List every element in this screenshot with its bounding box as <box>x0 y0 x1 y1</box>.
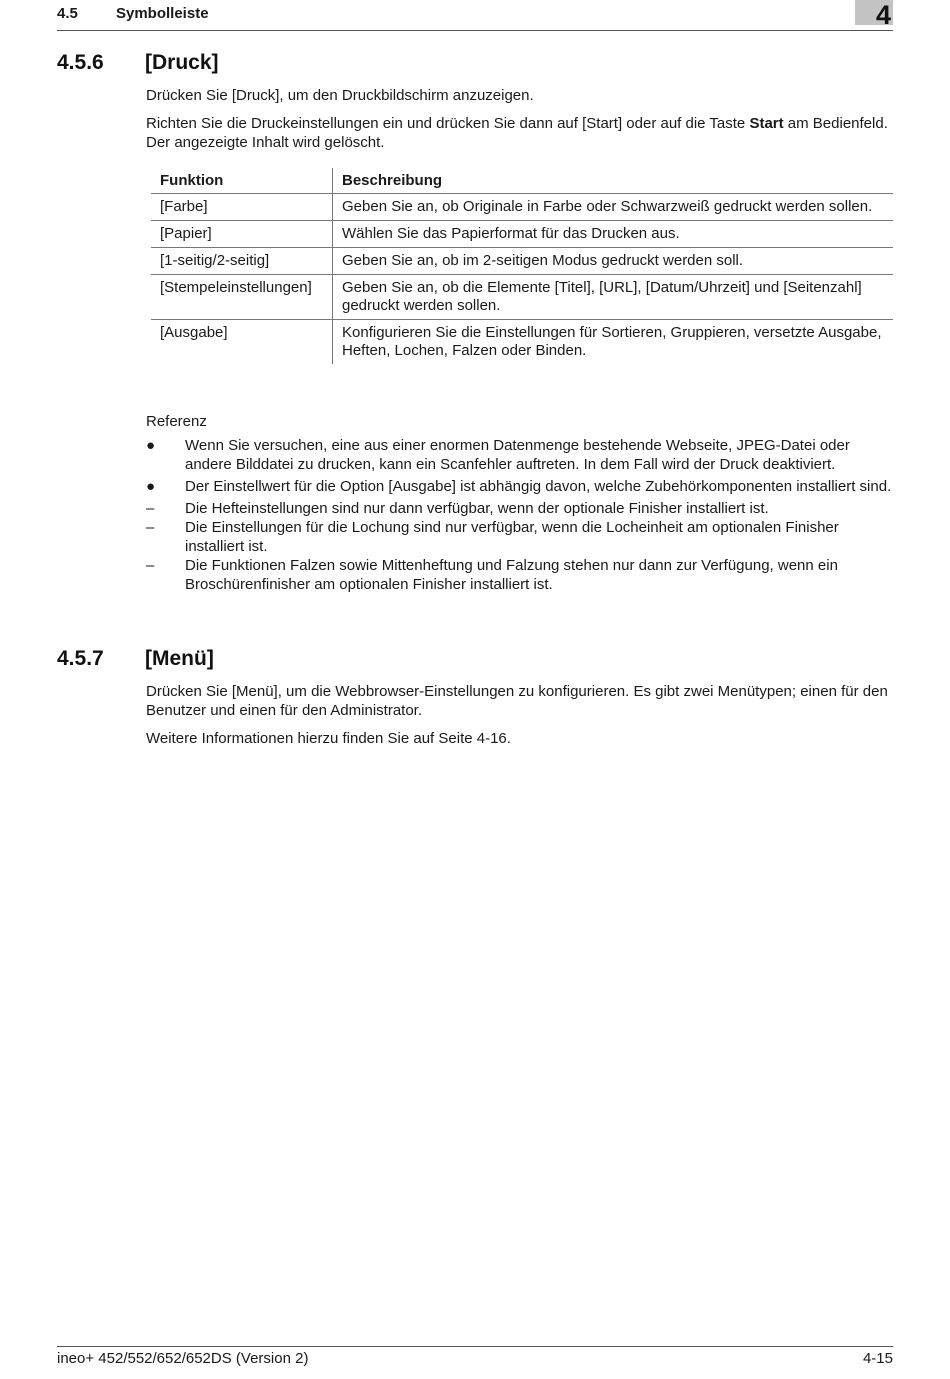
column-header-function: Funktion <box>151 168 333 194</box>
function-cell: [1-seitig/2-seitig] <box>151 248 333 275</box>
list-item-text: Die Hefteinstellungen sind nur dann verfügbar, wenn der optionale Finisher installiert ist. <box>185 500 769 517</box>
column-header-description: Beschreibung <box>333 168 894 194</box>
list-item-text: Die Funktionen Falzen sowie Mittenheftung und Falzung stehen nur dann zur Verfügung, wenn ein Broschürenfinisher am optionalen Finisher installiert ist. <box>185 557 838 593</box>
bullet-icon: ● <box>146 437 156 454</box>
section-title: [Menü] <box>145 647 214 670</box>
reference-list <box>146 436 894 594</box>
menu-reference-paragraph: Weitere Informationen hierzu finden Sie auf Seite 4-16. <box>146 730 511 747</box>
page-number: 4-15 <box>862 1350 893 1367</box>
chapter-number: 4 <box>875 0 891 30</box>
description-cell: Geben Sie an, ob Originale in Farbe oder Schwarzweiß gedruckt werden sollen. <box>333 194 894 221</box>
header-section-number: 4.5 <box>57 5 78 22</box>
description-cell: Wählen Sie das Papierformat für das Drucken aus. <box>333 221 894 248</box>
list-item <box>146 436 894 474</box>
start-key-label: Start <box>749 115 784 132</box>
header-section-title: Symbolleiste <box>116 5 209 22</box>
druck-intro-paragraph: Drücken Sie [Druck], um den Druckbildschirm anzuzeigen. <box>146 87 534 104</box>
section-number: 4.5.7 <box>57 647 104 670</box>
table-row <box>151 320 893 365</box>
list-item <box>146 499 894 518</box>
druck-settings-paragraph <box>146 114 894 152</box>
table-row <box>151 194 893 221</box>
description-cell: Geben Sie an, ob im 2-seitigen Modus gedruckt werden soll. <box>333 248 894 275</box>
page-header <box>57 0 893 31</box>
dash-icon: – <box>146 519 155 536</box>
description-cell: Konfigurieren Sie die Einstellungen für Sortieren, Gruppieren, versetzte Ausgabe, Heften, Lochen, Falzen oder Binden. <box>342 324 882 359</box>
dash-icon: – <box>146 557 155 574</box>
page-footer <box>57 1346 893 1367</box>
list-item <box>146 518 894 556</box>
list-item-text: Die Einstellungen für die Lochung sind nur verfügbar, wenn die Locheinheit am optionalen Finisher installiert ist. <box>185 519 839 555</box>
dash-icon: – <box>146 500 155 517</box>
section-title: [Druck] <box>145 51 219 74</box>
table-row <box>151 275 893 320</box>
table-row <box>151 248 893 275</box>
function-cell: [Papier] <box>151 221 333 248</box>
function-table <box>151 168 893 364</box>
description-cell: Geben Sie an, ob die Elemente [Titel], [URL], [Datum/Uhrzeit] und [Seitenzahl] gedruckt werden sollen. <box>333 275 894 320</box>
section-heading-druck <box>57 51 219 75</box>
paragraph-text: Richten Sie die Druckeinstellungen ein und drücken Sie dann auf [Start] oder auf die Taste <box>146 115 750 132</box>
list-item-text: Wenn Sie versuchen, eine aus einer enormen Datenmenge bestehende Webseite, JPEG-Datei oder andere Bilddatei zu drucken, kann ein Scanfehler auftreten. In dem Fall wird der Druck deaktiviert. <box>185 437 850 473</box>
list-item-text: Der Einstellwert für die Option [Ausgabe] ist abhängig davon, welche Zubehörkomponenten installiert sind. <box>185 478 892 495</box>
bullet-icon: ● <box>146 478 156 495</box>
function-cell: [Stempeleinstellungen] <box>151 275 333 320</box>
table-header-row <box>151 168 893 194</box>
menu-intro-paragraph: Drücken Sie [Menü], um die Webbrowser-Einstellungen zu konfigurieren. Es gibt zwei Menütypen; einen für den Benutzer und einen für den Administrator. <box>146 683 888 719</box>
list-item <box>146 477 894 496</box>
reference-label: Referenz <box>146 413 207 430</box>
list-item <box>146 556 894 594</box>
table-row <box>151 221 893 248</box>
section-heading-menu <box>57 647 214 671</box>
function-cell: [Farbe] <box>151 194 333 221</box>
section-number: 4.5.6 <box>57 51 104 74</box>
paragraph-text: am Bedienfeld. Der angezeigte Inhalt wird gelöscht. <box>146 115 888 151</box>
chapter-tab <box>855 0 893 30</box>
product-name: ineo+ 452/552/652/652DS (Version 2) <box>57 1350 309 1367</box>
function-cell: [Ausgabe] <box>151 320 333 365</box>
